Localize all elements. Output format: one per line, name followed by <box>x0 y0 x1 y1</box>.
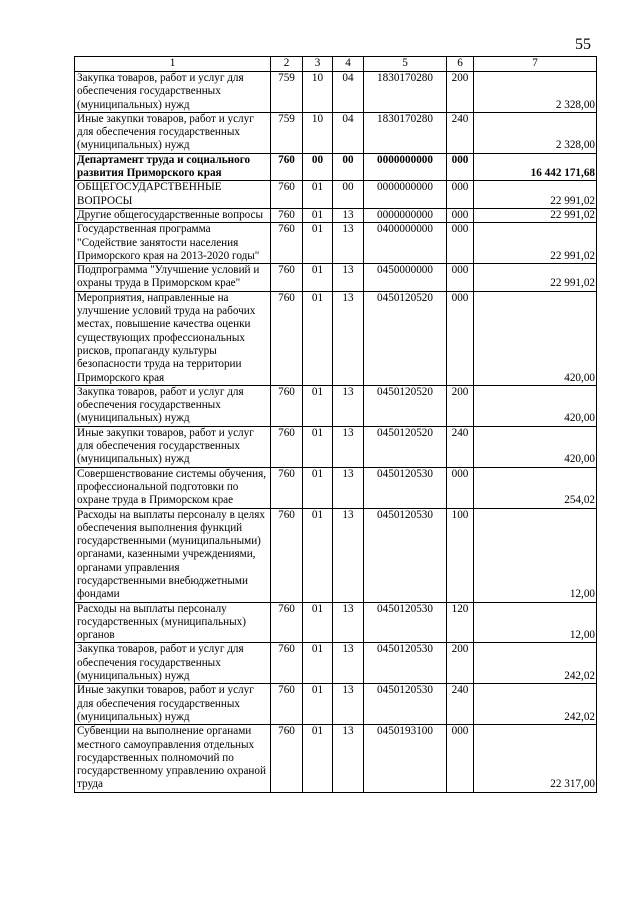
cell-target-article: 0000000000 <box>364 153 447 181</box>
cell-section-code: 01 <box>303 223 333 264</box>
cell-subsection-code: 13 <box>333 684 364 725</box>
cell-expense-type: 200 <box>447 643 474 684</box>
cell-ministry-code: 760 <box>271 153 303 181</box>
cell-ministry-code: 760 <box>271 602 303 643</box>
cell-expense-type: 000 <box>447 153 474 181</box>
cell-ministry-code: 760 <box>271 684 303 725</box>
cell-target-article: 0450120530 <box>364 602 447 643</box>
cell-target-article: 0450120530 <box>364 467 447 508</box>
cell-subsection-code: 13 <box>333 223 364 264</box>
cell-section-code: 01 <box>303 508 333 602</box>
cell-ministry-code: 760 <box>271 725 303 792</box>
cell-expense-type: 240 <box>447 684 474 725</box>
cell-amount: 16 442 171,68 <box>474 153 597 181</box>
row-name: Субвенции на выполнение органами местного самоуправления отдельных государственных полномочий по государственному управлению охраной труда <box>75 725 271 792</box>
cell-ministry-code: 760 <box>271 426 303 467</box>
cell-subsection-code: 04 <box>333 112 364 153</box>
cell-section-code: 01 <box>303 643 333 684</box>
cell-section-code: 10 <box>303 112 333 153</box>
table-row <box>75 725 597 792</box>
cell-section-code: 01 <box>303 181 333 209</box>
cell-amount: 12,00 <box>474 602 597 643</box>
cell-subsection-code: 13 <box>333 725 364 792</box>
column-header: 5 <box>364 57 447 72</box>
table-row <box>75 385 597 426</box>
row-name: Расходы на выплаты персоналу государственных (муниципальных) органов <box>75 602 271 643</box>
cell-amount: 2 328,00 <box>474 72 597 113</box>
row-name: Мероприятия, направленные на улучшение условий труда на рабочих местах, повышение качества оценки существующих профессиональных рисков, пропаганду культуры безопасности труда на территории Приморского края <box>75 291 271 385</box>
cell-target-article: 0000000000 <box>364 181 447 209</box>
cell-subsection-code: 13 <box>333 426 364 467</box>
table-row <box>75 467 597 508</box>
row-name: Совершенствование системы обучения, профессиональной подготовки по охране труда в Приморском крае <box>75 467 271 508</box>
cell-section-code: 01 <box>303 291 333 385</box>
cell-amount: 2 328,00 <box>474 112 597 153</box>
cell-ministry-code: 760 <box>271 208 303 222</box>
cell-section-code: 01 <box>303 602 333 643</box>
cell-target-article: 1830170280 <box>364 112 447 153</box>
table-row <box>75 426 597 467</box>
cell-target-article: 0000000000 <box>364 208 447 222</box>
cell-section-code: 01 <box>303 426 333 467</box>
cell-ministry-code: 760 <box>271 643 303 684</box>
cell-subsection-code: 13 <box>333 602 364 643</box>
cell-amount: 420,00 <box>474 426 597 467</box>
cell-expense-type: 000 <box>447 223 474 264</box>
cell-subsection-code: 00 <box>333 153 364 181</box>
row-name: Расходы на выплаты персоналу в целях обеспечения выполнения функций государственными (муниципальными) органами, казенными учреждениями, органами управления государственными внебюджетными фондами <box>75 508 271 602</box>
table-row <box>75 602 597 643</box>
table-row <box>75 153 597 181</box>
cell-ministry-code: 760 <box>271 291 303 385</box>
cell-section-code: 01 <box>303 208 333 222</box>
row-name: Иные закупки товаров, работ и услуг для обеспечения государственных (муниципальных) нужд <box>75 426 271 467</box>
cell-amount: 242,02 <box>474 643 597 684</box>
cell-section-code: 01 <box>303 684 333 725</box>
cell-target-article: 0400000000 <box>364 223 447 264</box>
cell-ministry-code: 760 <box>271 508 303 602</box>
cell-expense-type: 000 <box>447 291 474 385</box>
cell-ministry-code: 759 <box>271 112 303 153</box>
cell-section-code: 00 <box>303 153 333 181</box>
table-row <box>75 643 597 684</box>
cell-subsection-code: 00 <box>333 181 364 209</box>
cell-ministry-code: 760 <box>271 223 303 264</box>
row-name: Иные закупки товаров, работ и услуг для обеспечения государственных (муниципальных) нужд <box>75 684 271 725</box>
cell-expense-type: 120 <box>447 602 474 643</box>
column-header: 3 <box>303 57 333 72</box>
column-header: 2 <box>271 57 303 72</box>
cell-ministry-code: 760 <box>271 181 303 209</box>
row-name: Подпрограмма "Улучшение условий и охраны труда в Приморском крае" <box>75 264 271 292</box>
column-header: 6 <box>447 57 474 72</box>
cell-expense-type: 000 <box>447 208 474 222</box>
row-name: Иные закупки товаров, работ и услуг для обеспечения государственных (муниципальных) нужд <box>75 112 271 153</box>
column-header: 4 <box>333 57 364 72</box>
cell-expense-type: 200 <box>447 385 474 426</box>
cell-target-article: 0450193100 <box>364 725 447 792</box>
cell-amount: 22 991,02 <box>474 208 597 222</box>
page-number: 55 <box>575 36 591 53</box>
cell-amount: 12,00 <box>474 508 597 602</box>
cell-amount: 22 991,02 <box>474 264 597 292</box>
row-name: Закупка товаров, работ и услуг для обеспечения государственных (муниципальных) нужд <box>75 385 271 426</box>
cell-subsection-code: 13 <box>333 385 364 426</box>
cell-target-article: 0450120520 <box>364 385 447 426</box>
cell-expense-type: 000 <box>447 467 474 508</box>
row-name: ОБЩЕГОСУДАРСТВЕННЫЕ ВОПРОСЫ <box>75 181 271 209</box>
cell-amount: 22 317,00 <box>474 725 597 792</box>
cell-expense-type: 000 <box>447 181 474 209</box>
column-header: 1 <box>75 57 271 72</box>
cell-section-code: 01 <box>303 385 333 426</box>
cell-section-code: 01 <box>303 264 333 292</box>
cell-section-code: 01 <box>303 725 333 792</box>
table-row <box>75 264 597 292</box>
table-row <box>75 112 597 153</box>
cell-amount: 22 991,02 <box>474 181 597 209</box>
row-name: Департамент труда и социального развития Приморского края <box>75 153 271 181</box>
cell-target-article: 0450120530 <box>364 643 447 684</box>
cell-subsection-code: 13 <box>333 208 364 222</box>
table-row <box>75 508 597 602</box>
cell-ministry-code: 760 <box>271 264 303 292</box>
row-name: Другие общегосударственные вопросы <box>75 208 271 222</box>
cell-section-code: 10 <box>303 72 333 113</box>
table-row <box>75 291 597 385</box>
cell-ministry-code: 760 <box>271 385 303 426</box>
row-name: Закупка товаров, работ и услуг для обеспечения государственных (муниципальных) нужд <box>75 643 271 684</box>
table-row <box>75 181 597 209</box>
cell-target-article: 0450120520 <box>364 291 447 385</box>
table-row <box>75 223 597 264</box>
cell-subsection-code: 13 <box>333 264 364 292</box>
cell-subsection-code: 13 <box>333 467 364 508</box>
cell-target-article: 0450120530 <box>364 508 447 602</box>
cell-target-article: 0450120530 <box>364 684 447 725</box>
cell-expense-type: 200 <box>447 72 474 113</box>
cell-expense-type: 100 <box>447 508 474 602</box>
budget-table <box>74 56 597 793</box>
cell-expense-type: 000 <box>447 264 474 292</box>
cell-subsection-code: 13 <box>333 643 364 684</box>
cell-expense-type: 240 <box>447 426 474 467</box>
table-row <box>75 72 597 113</box>
cell-amount: 242,02 <box>474 684 597 725</box>
cell-subsection-code: 13 <box>333 291 364 385</box>
cell-expense-type: 240 <box>447 112 474 153</box>
cell-target-article: 1830170280 <box>364 72 447 113</box>
cell-target-article: 0450120520 <box>364 426 447 467</box>
row-name: Закупка товаров, работ и услуг для обеспечения государственных (муниципальных) нужд <box>75 72 271 113</box>
cell-target-article: 0450000000 <box>364 264 447 292</box>
cell-amount: 420,00 <box>474 291 597 385</box>
cell-expense-type: 000 <box>447 725 474 792</box>
column-header: 7 <box>474 57 597 72</box>
table-row <box>75 208 597 222</box>
cell-subsection-code: 13 <box>333 508 364 602</box>
cell-amount: 22 991,02 <box>474 223 597 264</box>
cell-ministry-code: 759 <box>271 72 303 113</box>
cell-amount: 254,02 <box>474 467 597 508</box>
cell-subsection-code: 04 <box>333 72 364 113</box>
column-header-row <box>75 57 597 72</box>
table-row <box>75 684 597 725</box>
cell-amount: 420,00 <box>474 385 597 426</box>
row-name: Государственная программа "Содействие занятости населения Приморского края на 2013-2020 годы" <box>75 223 271 264</box>
cell-section-code: 01 <box>303 467 333 508</box>
cell-ministry-code: 760 <box>271 467 303 508</box>
